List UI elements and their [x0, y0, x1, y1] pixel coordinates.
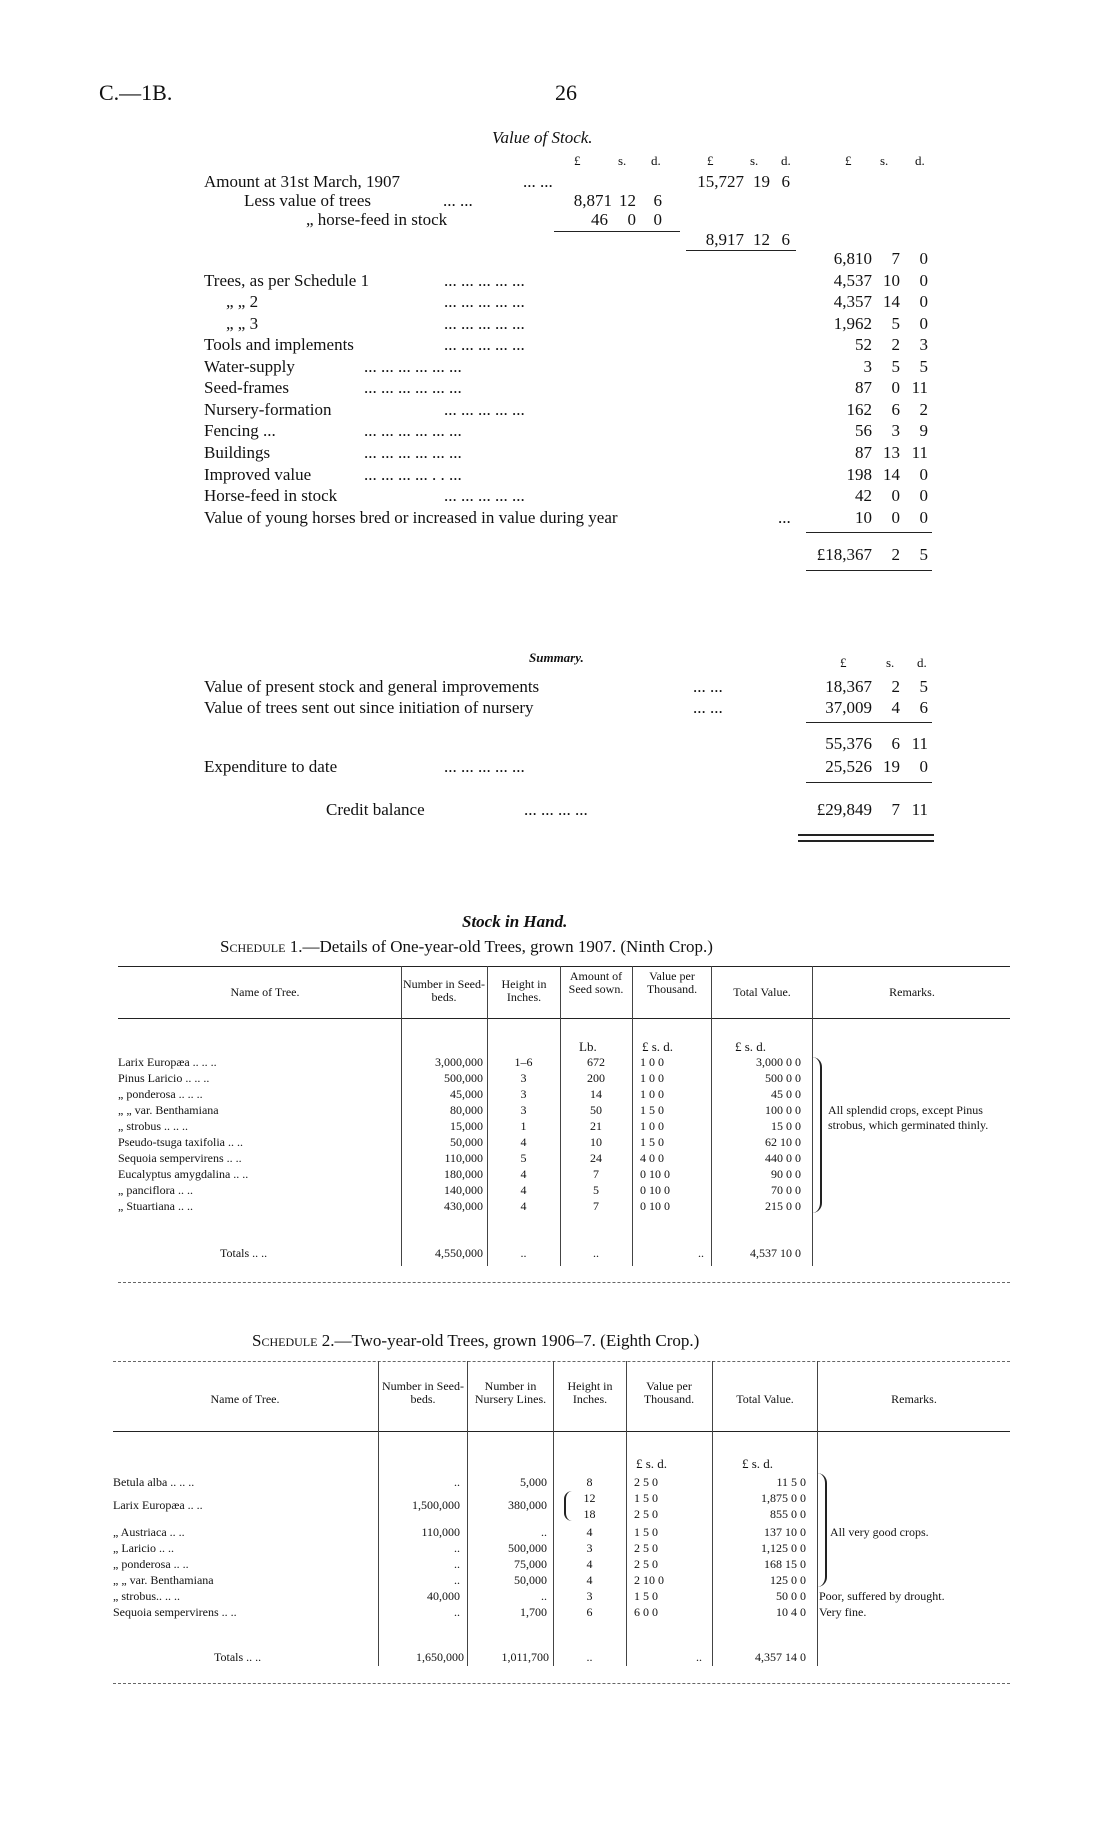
schedule1-row-value: 1 5 0 — [640, 1103, 664, 1117]
credit-balance-label: Credit balance — [326, 800, 425, 819]
schedule1-head-height: Height in Inches. — [501, 977, 547, 1004]
summary-present-stock-label: Value of present stock and general improvements — [204, 677, 540, 696]
stock-item-pence: 0 — [919, 486, 928, 505]
schedule1-row-total: 100 0 0 — [765, 1103, 801, 1117]
less-trees-shillings: 12 — [619, 191, 636, 210]
schedule1-row-seed: 7 — [593, 1199, 599, 1213]
summary-sum-pounds: 55,376 — [825, 734, 872, 753]
schedule1-row-seedbeds: 110,000 — [444, 1151, 483, 1165]
stock-item-dots: ... ... ... ... ... — [444, 335, 525, 354]
stock-item-shillings: 5 — [891, 314, 900, 333]
stock-item-pounds: 56 — [855, 421, 872, 440]
schedule2-row-height: 18 — [583, 1507, 596, 1521]
schedule2-row-height: 3 — [586, 1589, 593, 1603]
schedule1-row-name: „ Stuartiana .. .. — [118, 1199, 193, 1213]
schedule2-row-seedbeds: .. — [454, 1541, 460, 1555]
schedule1-caption-text: 1.—Details of One-year-old Trees, grown 1907. (Ninth Crop.) — [289, 937, 713, 956]
stock-item-shillings: 5 — [891, 357, 900, 376]
rule-summary-2 — [806, 782, 932, 783]
schedule2-row-value: 1 5 0 — [634, 1589, 658, 1603]
stock-item-dots: ... ... ... ... . . ... — [364, 465, 462, 484]
schedule2-remark-sequoia: Very fine. — [819, 1605, 867, 1619]
schedule1-head-total: Total Value. — [733, 985, 791, 999]
schedule2-row-value: 1 5 0 — [634, 1525, 658, 1539]
rule-credit-double-1 — [798, 834, 934, 836]
schedule1-totals-seed: .. — [593, 1246, 599, 1260]
schedule2-row-height: 3 — [586, 1541, 593, 1555]
horsefeed-pounds: 46 — [591, 210, 608, 229]
schedule2-head-nursery: Number in Nursery Lines. — [474, 1379, 547, 1406]
stock-item-pounds: 87 — [855, 378, 872, 397]
stock-item-pounds: 198 — [846, 465, 872, 484]
summary-present-stock-shillings: 2 — [891, 677, 900, 696]
schedule2-head-seedbeds: Number in Seed-beds. — [382, 1379, 464, 1406]
schedule2-row-nursery: 1,700 — [520, 1605, 547, 1619]
schedule2-row-value: 2 5 0 — [634, 1541, 658, 1555]
schedule2-row-height: 8 — [586, 1475, 593, 1489]
stock-item-shillings: 0 — [891, 486, 900, 505]
schedule1-row-seedbeds: 430,000 — [444, 1199, 483, 1213]
amount-shillings: 19 — [753, 172, 770, 191]
col-head-pence-3: d. — [915, 153, 925, 168]
series-code: C.—1B. — [99, 80, 173, 105]
stock-item-pence: 9 — [919, 421, 928, 440]
schedule2-bottom-rule — [113, 1683, 1010, 1684]
schedule2-row-height: 4 — [586, 1525, 593, 1539]
schedule1-row-seed: 21 — [590, 1119, 602, 1133]
stock-item-shillings: 14 — [883, 292, 900, 311]
schedule2-row-total: 137 10 0 — [764, 1525, 806, 1539]
stock-item-label: Fencing ... — [204, 421, 276, 440]
schedule2-row-total: 11 5 0 — [776, 1475, 806, 1489]
schedule1-row-height: 4 — [520, 1199, 527, 1213]
schedule2-row-seedbeds: .. — [454, 1605, 460, 1619]
less-trees-pence: 6 — [653, 191, 662, 210]
summary-title: Summary. — [529, 650, 584, 665]
rule-total-top — [806, 532, 932, 533]
stock-item-dots: ... ... ... ... ... — [444, 486, 525, 505]
schedule1-totals-value: .. — [698, 1246, 704, 1260]
schedule1-row-seed: 200 — [587, 1071, 605, 1085]
schedule2-row-total: 50 0 0 — [776, 1589, 806, 1603]
schedule2-top-rule — [113, 1361, 1010, 1362]
expenditure-dots: ... ... ... ... ... — [444, 757, 525, 776]
schedule1-head-remarks: Remarks. — [889, 985, 935, 999]
schedule2-row-seedbeds: 40,000 — [427, 1589, 460, 1603]
schedule1-row-height: 4 — [520, 1183, 527, 1197]
schedule1-row-height: 4 — [520, 1135, 527, 1149]
amount-dots: ... ... — [523, 172, 553, 191]
schedule1-vline-4 — [632, 966, 633, 1266]
rule-credit-double-2 — [798, 840, 934, 842]
schedule2-row-height: 12 — [583, 1491, 596, 1505]
schedule1-row-height: 1–6 — [514, 1055, 533, 1069]
stock-item-pounds: 4,357 — [833, 292, 872, 311]
schedule1-row-value: 4 0 0 — [640, 1151, 664, 1165]
stock-total-pence: 5 — [919, 545, 928, 564]
schedule1-row-seed: 672 — [587, 1055, 605, 1069]
stock-item-pounds: 87 — [855, 443, 872, 462]
schedule2-head-total: Total Value. — [736, 1392, 794, 1406]
stock-item-label: Seed-frames — [204, 378, 289, 397]
schedule2-row-name: „ Laricio .. .. — [113, 1541, 174, 1555]
stock-item-shillings: 10 — [883, 271, 900, 290]
schedule2-remarks-brace — [817, 1473, 827, 1587]
schedule2-row-name: „ strobus.. .. .. — [113, 1589, 180, 1603]
stock-item-dots: ... — [778, 508, 791, 527]
schedule2-caption-text: 2.—Two-year-old Trees, grown 1906–7. (Eighth Crop.) — [321, 1331, 700, 1350]
schedule1-row-name: Pseudo-tsuga taxifolia .. .. — [118, 1135, 243, 1149]
schedule2-row-seedbeds: .. — [454, 1557, 460, 1571]
stock-item-shillings: 14 — [883, 465, 900, 484]
expenditure-pence: 0 — [919, 757, 928, 776]
stock-item-dots: ... ... ... ... ... ... — [364, 378, 462, 397]
schedule2-vline-1 — [378, 1361, 379, 1666]
amount-pounds: 15,727 — [697, 172, 744, 191]
schedule1-row-value: 1 0 0 — [640, 1087, 664, 1101]
stock-item-pounds: 3 — [863, 357, 872, 376]
schedule2-row-name: Sequoia sempervirens .. .. — [113, 1605, 237, 1619]
col-head-shilling-2: s. — [750, 153, 759, 168]
schedule2-head-height: Height in Inches. — [567, 1379, 613, 1406]
schedule2-row-total: 855 0 0 — [770, 1507, 806, 1521]
stock-item-label: Water-supply — [204, 357, 295, 376]
credit-balance-dots: ... ... ... ... — [524, 800, 588, 819]
col-head-pound-3: £ — [845, 153, 852, 168]
schedule1-row-value: 1 5 0 — [640, 1135, 664, 1149]
schedule1-row-name: Eucalyptus amygdalina .. .. — [118, 1167, 249, 1181]
schedule2-unit-value: £ s. d. — [636, 1456, 668, 1471]
stock-item-dots: ... ... ... ... ... — [444, 292, 525, 311]
schedule2-row-total: 1,875 0 0 — [761, 1491, 806, 1505]
stock-item-shillings: 0 — [891, 508, 900, 527]
summary-present-stock-pence: 5 — [919, 677, 928, 696]
value-of-stock-title: Value of Stock. — [492, 128, 593, 147]
summary-sum-pence: 11 — [911, 734, 928, 753]
stock-item-dots: ... ... ... ... ... ... — [364, 421, 462, 440]
schedule2-row-seedbeds: .. — [454, 1573, 460, 1587]
schedule1-row-seed: 14 — [590, 1087, 602, 1101]
schedule1-header-rule — [118, 1018, 1010, 1019]
stock-item-dots: ... ... ... ... ... — [444, 400, 525, 419]
amount-pence: 6 — [781, 172, 790, 191]
stock-item-pence: 3 — [919, 335, 928, 354]
summary-trees-sent-shillings: 4 — [891, 698, 900, 717]
stock-item-shillings: 6 — [891, 400, 900, 419]
net-shillings: 7 — [891, 249, 900, 268]
stock-item-pence: 5 — [919, 357, 928, 376]
credit-balance-shillings: 7 — [891, 800, 900, 819]
schedule1-totals-total: 4,537 10 0 — [750, 1246, 801, 1260]
schedule2-caption — [252, 1331, 699, 1351]
col-head-pence-1: d. — [651, 153, 661, 168]
schedule1-unit-amount: Lb. — [579, 1039, 597, 1054]
schedule1-row-total: 45 0 0 — [771, 1087, 801, 1101]
schedule1-row-name: Sequoia sempervirens .. .. — [118, 1151, 242, 1165]
credit-balance-pence: 11 — [911, 800, 928, 819]
schedule1-head-seed: Amount of Seed sown. — [568, 969, 624, 996]
stock-item-label: Horse-feed in stock — [204, 486, 338, 505]
schedule1-row-value: 1 0 0 — [640, 1071, 664, 1085]
schedule2-totals-seedbeds: 1,650,000 — [416, 1650, 464, 1664]
schedule2-row-height: 6 — [586, 1605, 593, 1619]
schedule1-head-value: Value per Thousand. — [646, 969, 698, 996]
summary-trees-sent-label: Value of trees sent out since initiation of nursery — [204, 698, 534, 717]
stock-item-pence: 2 — [919, 400, 928, 419]
schedule2-head-value: Value per Thousand. — [643, 1379, 695, 1406]
stock-item-label: Improved value — [204, 465, 312, 484]
schedule2-row-value: 2 5 0 — [634, 1475, 658, 1489]
stock-item-label: Nursery-formation — [204, 400, 332, 419]
schedule2-row-total: 1,125 0 0 — [761, 1541, 806, 1555]
schedule1-row-seed: 50 — [590, 1103, 602, 1117]
schedule2-totals-value: .. — [696, 1650, 702, 1664]
schedule2-row-value: 2 10 0 — [634, 1573, 664, 1587]
schedule1-row-seedbeds: 50,000 — [450, 1135, 483, 1149]
schedule2-row-name: „ ponderosa .. .. — [113, 1557, 189, 1571]
stock-item-pence: 0 — [919, 508, 928, 527]
schedule2-caption-sc: Schedule — [252, 1331, 318, 1350]
schedule1-row-name: Pinus Laricio .. .. .. — [118, 1071, 210, 1085]
schedule2-row-total: 168 15 0 — [764, 1557, 806, 1571]
stock-item-shillings: 13 — [883, 443, 900, 462]
stock-item-pence: 0 — [919, 292, 928, 311]
schedule2-remark-strobus: Poor, suffered by drought. — [819, 1589, 945, 1603]
schedule1-row-total: 3,000 0 0 — [756, 1055, 801, 1069]
schedule2-row-total: 10 4 0 — [776, 1605, 806, 1619]
net-pence: 0 — [919, 249, 928, 268]
schedule1-totals-seedbeds: 4,550,000 — [435, 1246, 483, 1260]
stock-item-shillings: 2 — [891, 335, 900, 354]
schedule1-row-seedbeds: 15,000 — [450, 1119, 483, 1133]
schedule1-row-height: 5 — [520, 1151, 527, 1165]
schedule2-row-seedbeds: 1,500,000 — [412, 1498, 460, 1512]
schedule1-head-name: Name of Tree. — [230, 985, 300, 999]
col-head-shilling-1: s. — [618, 153, 627, 168]
summary-head-pound: £ — [840, 655, 847, 670]
subtotal-pounds: 8,917 — [705, 230, 744, 249]
schedule2-row-nursery: 75,000 — [514, 1557, 547, 1571]
net-pounds: 6,810 — [833, 249, 872, 268]
rule-subtotal-1 — [554, 231, 680, 232]
stock-item-dots: ... ... ... ... ... ... — [364, 357, 462, 376]
schedule2-row-nursery: 5,000 — [520, 1475, 547, 1489]
schedule1-bottom-rule — [118, 1282, 1010, 1283]
summary-trees-sent-dots: ... ... — [693, 698, 723, 717]
schedule2-totals-height: .. — [586, 1650, 593, 1664]
stock-item-pounds: 162 — [846, 400, 872, 419]
subtotal-pence: 6 — [781, 230, 790, 249]
stock-item-pounds: 1,962 — [833, 314, 872, 333]
stock-item-pence: 0 — [919, 314, 928, 333]
stock-item-pounds: 4,537 — [833, 271, 872, 290]
subtotal-shillings: 12 — [753, 230, 770, 249]
schedule1-unit-value: £ s. d. — [642, 1039, 674, 1054]
schedule2-row-value: 6 0 0 — [634, 1605, 658, 1619]
schedule1-row-seed: 7 — [593, 1167, 599, 1181]
horsefeed-label: „ horse-feed in stock — [306, 210, 448, 229]
stock-total-shillings: 2 — [891, 545, 900, 564]
stock-in-hand-title: Stock in Hand. — [462, 912, 568, 931]
schedule2-totals-nursery: 1,011,700 — [501, 1650, 549, 1664]
summary-present-stock-pounds: 18,367 — [825, 677, 872, 696]
schedule1-row-total: 62 10 0 — [765, 1135, 801, 1149]
horsefeed-shillings: 0 — [627, 210, 636, 229]
stock-item-label: Trees, as per Schedule 1 — [204, 271, 370, 290]
schedule2-row-name: „ Austriaca .. .. — [113, 1525, 185, 1539]
schedule2-row-value: 2 5 0 — [634, 1507, 658, 1521]
schedule1-top-rule — [118, 966, 1010, 967]
expenditure-label: Expenditure to date — [204, 757, 338, 776]
credit-balance-pounds: £29,849 — [816, 800, 872, 819]
schedule1-row-value: 1 0 0 — [640, 1055, 664, 1069]
schedule1-row-total: 500 0 0 — [765, 1071, 801, 1085]
schedule1-row-height: 1 — [520, 1119, 527, 1133]
schedule1-row-seedbeds: 500,000 — [444, 1071, 483, 1085]
col-head-pence-2: d. — [781, 153, 791, 168]
schedule2-vline-2 — [467, 1361, 468, 1666]
schedule1-row-total: 15 0 0 — [771, 1119, 801, 1133]
schedule2-row-value: 2 5 0 — [634, 1557, 658, 1571]
schedule1-totals-height: .. — [520, 1246, 527, 1260]
schedule1-unit-total: £ s. d. — [735, 1039, 767, 1054]
stock-item-dots: ... ... ... ... ... — [444, 271, 525, 290]
schedule1-row-seed: 24 — [590, 1151, 602, 1165]
schedule2-row-total: 125 0 0 — [770, 1573, 806, 1587]
schedule1-remarks-brace — [812, 1057, 822, 1213]
stock-item-dots: ... ... ... ... ... ... — [364, 443, 462, 462]
summary-head-pence: d. — [917, 655, 927, 670]
schedule2-remark-all: All very good crops. — [830, 1525, 929, 1539]
col-head-pound-1: £ — [574, 153, 581, 168]
schedule2-header-rule — [113, 1431, 1010, 1432]
schedule1-caption-sc: Schedule — [220, 937, 286, 956]
schedule1-row-name: Larix Europæa .. .. .. — [118, 1055, 217, 1069]
stock-item-label: „ „ 3 — [226, 314, 259, 333]
schedule2-row-height: 4 — [586, 1573, 593, 1587]
schedule2-totals-label: Totals .. .. — [214, 1650, 262, 1664]
stock-item-shillings: 0 — [891, 378, 900, 397]
schedule1-head-seedbeds: Number in Seed-beds. — [403, 977, 485, 1004]
schedule1-row-seedbeds: 45,000 — [450, 1087, 483, 1101]
stock-item-pence: 0 — [919, 465, 928, 484]
schedule1-row-value: 0 10 0 — [640, 1167, 670, 1181]
schedule1-row-height: 3 — [520, 1103, 527, 1117]
schedule2-row-height: 4 — [586, 1557, 593, 1571]
schedule1-row-total: 215 0 0 — [765, 1199, 801, 1213]
schedule1-row-height: 4 — [520, 1167, 527, 1181]
stock-item-pounds: 10 — [855, 508, 872, 527]
schedule2-row-value: 1 5 0 — [634, 1491, 658, 1505]
page-number: 26 — [555, 80, 577, 105]
schedule1-row-value: 0 10 0 — [640, 1183, 670, 1197]
schedule1-row-value: 1 0 0 — [640, 1119, 664, 1133]
schedule1-row-height: 3 — [520, 1071, 527, 1085]
schedule1-totals-label: Totals .. .. — [220, 1246, 268, 1260]
stock-item-label: Value of young horses bred or increased in value during year — [204, 508, 618, 527]
summary-trees-sent-pence: 6 — [919, 698, 928, 717]
stock-item-pence: 11 — [911, 443, 928, 462]
schedule2-larch-brace — [564, 1491, 572, 1521]
schedule2-totals-total: 4,357 14 0 — [755, 1650, 806, 1664]
less-trees-dots: ... ... — [443, 191, 473, 210]
schedule1-row-name: „ ponderosa .. .. .. — [118, 1087, 203, 1101]
summary-present-stock-dots: ... ... — [693, 677, 723, 696]
schedule2-head-name: Name of Tree. — [210, 1392, 280, 1406]
schedule1-row-seedbeds: 3,000,000 — [435, 1055, 483, 1069]
schedule1-row-name: „ panciflora .. .. — [118, 1183, 193, 1197]
schedule1-row-seedbeds: 80,000 — [450, 1103, 483, 1117]
rule-subtotal-2 — [686, 250, 796, 251]
schedule2-unit-total: £ s. d. — [742, 1456, 774, 1471]
stock-item-label: „ „ 2 — [226, 292, 259, 311]
summary-trees-sent-pounds: 37,009 — [825, 698, 872, 717]
stock-item-label: Tools and implements — [204, 335, 354, 354]
stock-item-dots: ... ... ... ... ... — [444, 314, 525, 333]
schedule1-row-name: „ strobus .. .. .. — [118, 1119, 188, 1133]
expenditure-shillings: 19 — [883, 757, 900, 776]
schedule2-vline-4 — [626, 1361, 627, 1666]
col-head-shilling-3: s. — [880, 153, 889, 168]
schedule1-row-seedbeds: 180,000 — [444, 1167, 483, 1181]
schedule2-row-name: Betula alba .. .. .. — [113, 1475, 195, 1489]
stock-total-pounds: £18,367 — [816, 545, 872, 564]
summary-sum-shillings: 6 — [891, 734, 900, 753]
schedule2-row-nursery: 50,000 — [514, 1573, 547, 1587]
schedule1-row-seedbeds: 140,000 — [444, 1183, 483, 1197]
schedule2-row-nursery: 500,000 — [508, 1541, 547, 1555]
summary-head-shilling: s. — [886, 655, 895, 670]
schedule1-remarks: All splendid crops, except Pinus strobus, which germinated thinly. — [828, 1103, 989, 1132]
schedule2-row-nursery: .. — [541, 1525, 547, 1539]
col-head-pound-2: £ — [707, 153, 714, 168]
less-trees-label: Less value of trees — [244, 191, 371, 210]
expenditure-pounds: 25,526 — [825, 757, 872, 776]
schedule2-head-remarks: Remarks. — [891, 1392, 937, 1406]
schedule1-row-total: 90 0 0 — [771, 1167, 801, 1181]
schedule2-row-name: „ „ var. Benthamiana — [113, 1573, 214, 1587]
rule-summary-1 — [806, 722, 932, 723]
schedule2-row-nursery: 380,000 — [508, 1498, 547, 1512]
stock-item-pence: 0 — [919, 271, 928, 290]
schedule1-row-name: „ „ var. Benthamiana — [118, 1103, 219, 1117]
schedule1-row-seed: 10 — [590, 1135, 602, 1149]
less-trees-pounds: 8,871 — [573, 191, 612, 210]
schedule2-row-seedbeds: 110,000 — [421, 1525, 460, 1539]
amount-label: Amount at 31st March, 1907 — [204, 172, 400, 191]
stock-item-label: Buildings — [204, 443, 271, 462]
schedule1-row-total: 440 0 0 — [765, 1151, 801, 1165]
schedule1-caption — [220, 937, 713, 957]
schedule2-row-seedbeds: .. — [454, 1475, 460, 1489]
schedule2-row-nursery: .. — [541, 1589, 547, 1603]
schedule1-row-value: 0 10 0 — [640, 1199, 670, 1213]
horsefeed-pence: 0 — [653, 210, 662, 229]
schedule1-row-total: 70 0 0 — [771, 1183, 801, 1197]
stock-item-pounds: 52 — [855, 335, 872, 354]
schedule1-row-height: 3 — [520, 1087, 527, 1101]
stock-item-pounds: 42 — [855, 486, 872, 505]
stock-item-pence: 11 — [911, 378, 928, 397]
schedule2-row-name: Larix Europæa .. .. — [113, 1498, 203, 1512]
stock-item-shillings: 3 — [891, 421, 900, 440]
rule-total-bottom — [806, 570, 932, 571]
schedule1-row-seed: 5 — [593, 1183, 599, 1197]
